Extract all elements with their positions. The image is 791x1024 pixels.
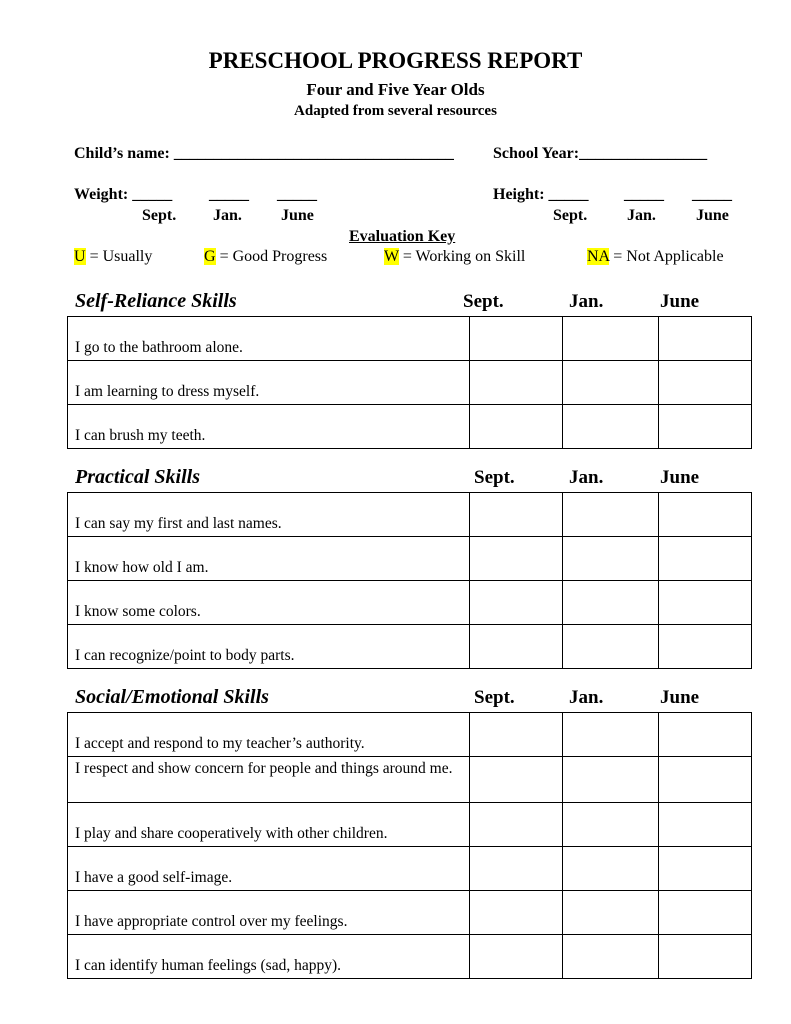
table-row (68, 493, 752, 537)
rating-cell-sept[interactable] (470, 493, 563, 537)
rating-cell-jan[interactable] (563, 935, 659, 979)
table-row (68, 317, 752, 361)
rating-cell-june[interactable] (659, 317, 752, 361)
rating-cell-jan[interactable] (563, 493, 659, 537)
rating-cell-june[interactable] (659, 537, 752, 581)
rating-cell-june[interactable] (659, 361, 752, 405)
rating-cell-june[interactable] (659, 757, 752, 803)
rating-cell-june[interactable] (659, 803, 752, 847)
rating-cell-sept[interactable] (470, 537, 563, 581)
table-row (68, 713, 752, 757)
key-code-na: NA (587, 248, 610, 265)
key-item-working (384, 248, 525, 266)
weight-month-jan: Jan. (213, 207, 242, 224)
rating-cell-jan[interactable] (563, 317, 659, 361)
child-name-field[interactable]: Child’s name: ___________________________________ (74, 145, 454, 162)
rating-cell-sept[interactable] (470, 935, 563, 979)
skill-label: I have a good self-image. (68, 847, 470, 891)
rating-cell-jan[interactable] (563, 361, 659, 405)
rating-cell-jan[interactable] (563, 537, 659, 581)
col-head-sept: Sept. (474, 467, 515, 488)
skill-label: I have appropriate control over my feelings. (68, 891, 470, 935)
rating-cell-june[interactable] (659, 493, 752, 537)
col-head-june: June (660, 291, 700, 312)
rating-cell-jan[interactable] (563, 803, 659, 847)
key-text-w: = Working on Skill (398, 248, 526, 265)
table-row (68, 625, 752, 669)
col-head-sept: Sept. (474, 687, 515, 708)
skill-label: I go to the bathroom alone. (68, 317, 470, 361)
skill-label: I know how old I am. (68, 537, 470, 581)
col-head-jan: Jan. (569, 467, 604, 488)
weight-field[interactable]: Weight: _____ (74, 186, 173, 203)
evaluation-key-label: Evaluation Key (349, 228, 456, 245)
rating-cell-june[interactable] (659, 713, 752, 757)
rating-cell-jan[interactable] (563, 757, 659, 803)
key-code-w: W (384, 248, 399, 265)
height-blank-jan[interactable]: _____ (624, 186, 664, 203)
page-subtitle: Four and Five Year Olds (306, 80, 485, 99)
rating-cell-jan[interactable] (563, 625, 659, 669)
rating-cell-sept[interactable] (470, 803, 563, 847)
key-item-not-applicable (587, 248, 724, 266)
school-year-field[interactable]: School Year:________________ (493, 145, 708, 162)
skill-label: I play and share cooperatively with other children. (68, 803, 470, 847)
rating-cell-sept[interactable] (470, 891, 563, 935)
rating-cell-jan[interactable] (563, 405, 659, 449)
height-field[interactable]: Height: _____ (493, 186, 589, 203)
skill-label: I respect and show concern for people and things around me. (68, 757, 470, 803)
self-reliance-table (67, 316, 752, 449)
table-row (68, 537, 752, 581)
table-row (68, 581, 752, 625)
rating-cell-june[interactable] (659, 625, 752, 669)
key-code-g: G (204, 248, 216, 265)
key-text-g: = Good Progress (215, 248, 328, 265)
section-title-practical: Practical Skills (75, 466, 200, 488)
table-row (68, 935, 752, 979)
rating-cell-june[interactable] (659, 847, 752, 891)
rating-cell-sept[interactable] (470, 361, 563, 405)
weight-month-sept: Sept. (142, 207, 177, 224)
skill-label: I can recognize/point to body parts. (68, 625, 470, 669)
height-blank-june[interactable]: _____ (692, 186, 732, 203)
skill-label: I can say my first and last names. (68, 493, 470, 537)
col-head-jan: Jan. (569, 687, 604, 708)
rating-cell-sept[interactable] (470, 713, 563, 757)
rating-cell-sept[interactable] (470, 581, 563, 625)
rating-cell-june[interactable] (659, 935, 752, 979)
section-title-self-reliance: Self-Reliance Skills (75, 290, 237, 312)
key-code-u: U (74, 248, 86, 265)
rating-cell-sept[interactable] (470, 405, 563, 449)
height-month-june: June (696, 207, 729, 224)
col-head-june: June (660, 687, 700, 708)
rating-cell-sept[interactable] (470, 847, 563, 891)
table-row (68, 757, 752, 803)
weight-blank-june[interactable]: _____ (277, 186, 317, 203)
weight-blank-jan[interactable]: _____ (209, 186, 249, 203)
rating-cell-jan[interactable] (563, 847, 659, 891)
key-item-usually (74, 248, 152, 266)
practical-table (67, 492, 752, 669)
rating-cell-jan[interactable] (563, 713, 659, 757)
key-text-na: = Not Applicable (609, 248, 724, 265)
section-title-social-emotional: Social/Emotional Skills (75, 686, 269, 708)
skill-label: I accept and respond to my teacher’s authority. (68, 713, 470, 757)
weight-month-june: June (281, 207, 314, 224)
rating-cell-jan[interactable] (563, 891, 659, 935)
skill-label: I am learning to dress myself. (68, 361, 470, 405)
col-head-jan: Jan. (569, 291, 604, 312)
col-head-june: June (660, 467, 700, 488)
rating-cell-sept[interactable] (470, 757, 563, 803)
rating-cell-june[interactable] (659, 405, 752, 449)
social-emotional-table (67, 712, 752, 979)
table-row (68, 803, 752, 847)
rating-cell-jan[interactable] (563, 581, 659, 625)
table-row (68, 891, 752, 935)
source-note: Adapted from several resources (294, 103, 497, 119)
rating-cell-sept[interactable] (470, 317, 563, 361)
rating-cell-sept[interactable] (470, 625, 563, 669)
height-month-sept: Sept. (553, 207, 588, 224)
rating-cell-june[interactable] (659, 891, 752, 935)
key-item-good-progress (204, 248, 327, 266)
table-row (68, 405, 752, 449)
col-head-sept: Sept. (463, 291, 504, 312)
skill-label: I can brush my teeth. (68, 405, 470, 449)
key-text-u: = Usually (85, 248, 153, 265)
table-row (68, 847, 752, 891)
table-row (68, 361, 752, 405)
height-month-jan: Jan. (627, 207, 656, 224)
rating-cell-june[interactable] (659, 581, 752, 625)
page-title: PRESCHOOL PROGRESS REPORT (208, 48, 583, 73)
skill-label: I can identify human feelings (sad, happy). (68, 935, 470, 979)
skill-label: I know some colors. (68, 581, 470, 625)
